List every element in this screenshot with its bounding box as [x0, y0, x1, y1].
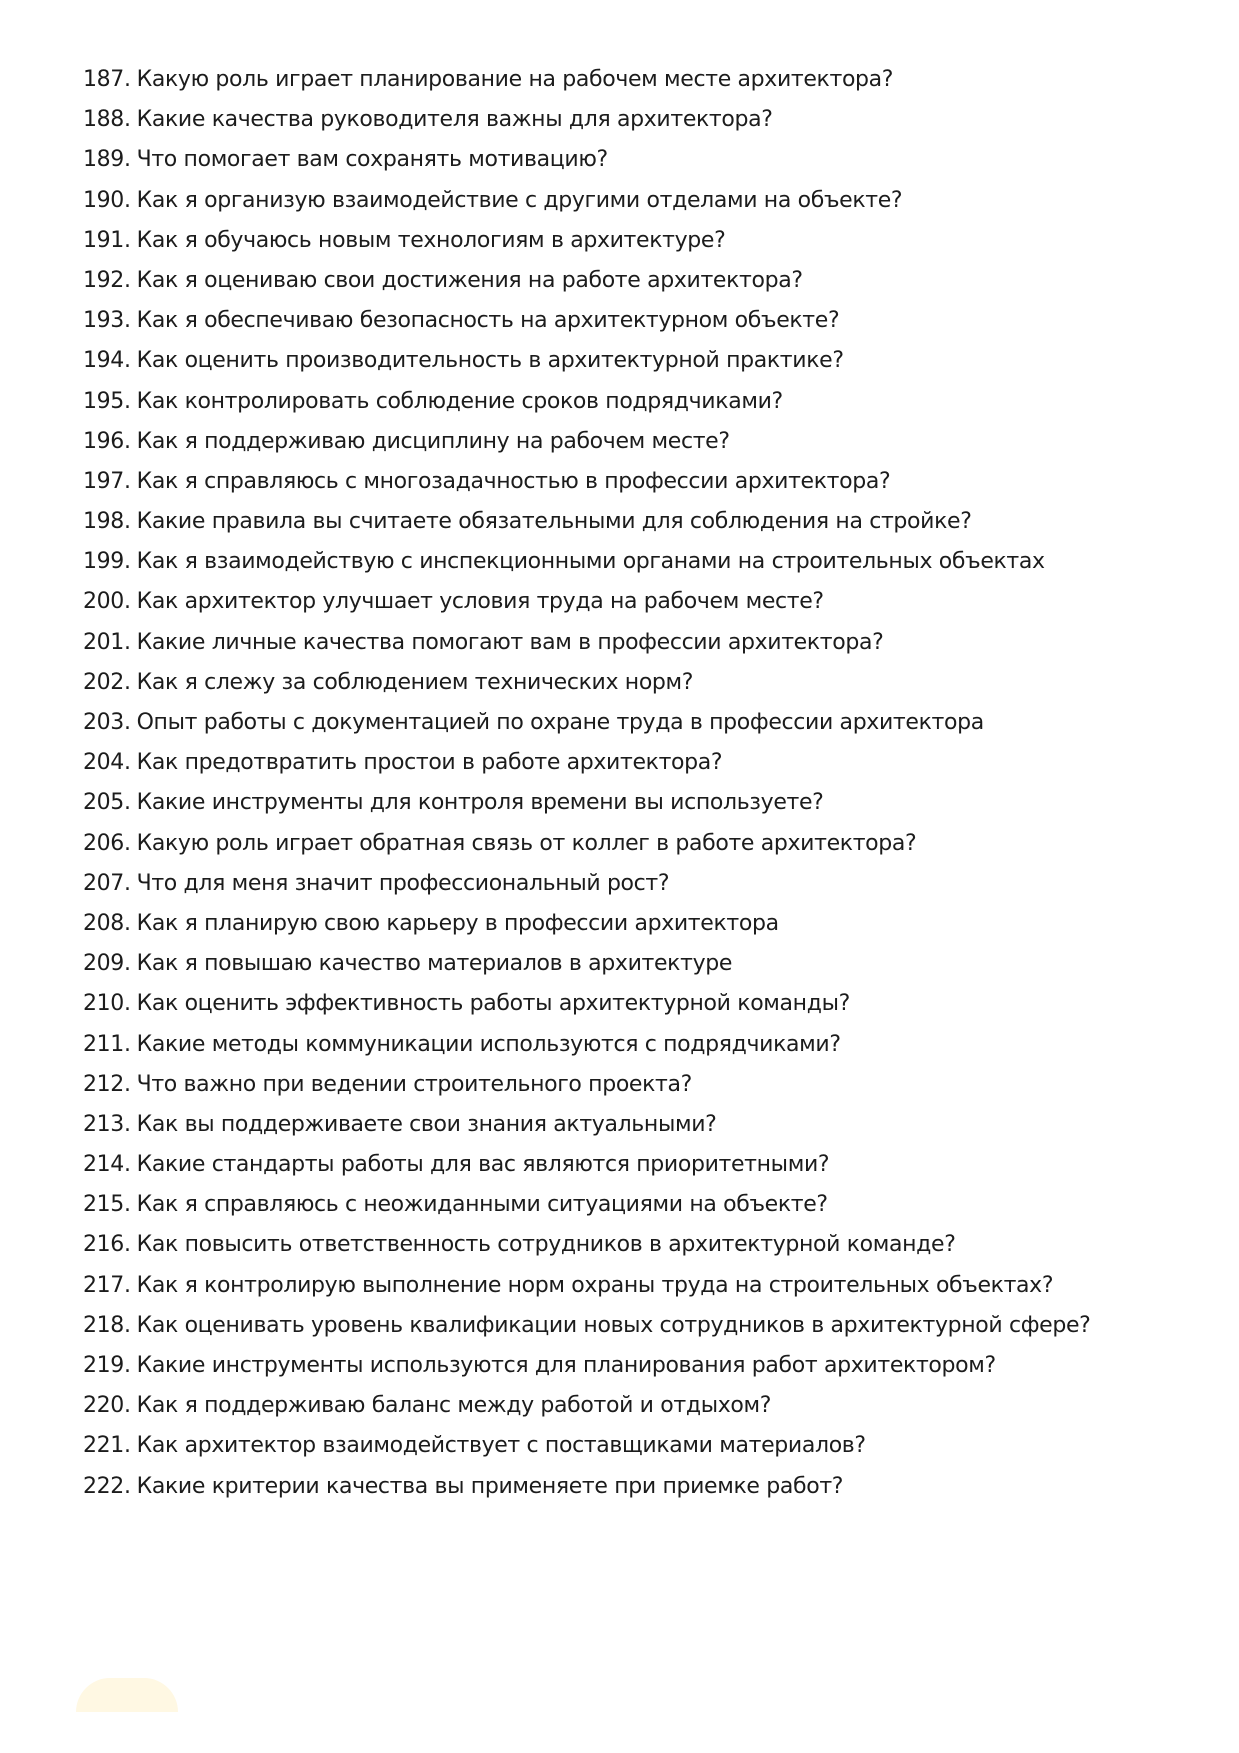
- question-text: Как я поддерживаю баланс между работой и отдыхом?: [136, 1393, 772, 1419]
- question-text: Какие качества руководителя важны для архитектора?: [136, 107, 773, 133]
- question-number: 196.: [83, 428, 131, 454]
- question-number: 187.: [83, 67, 131, 92]
- question-item: [83, 462, 1203, 502]
- question-item: [83, 904, 1203, 944]
- question-number: 209.: [83, 951, 131, 977]
- question-text: Как я обеспечиваю безопасность на архитектурном объекте?: [136, 308, 840, 334]
- question-number: 192.: [83, 267, 131, 293]
- question-item: [83, 1065, 1203, 1105]
- question-number: 220.: [83, 1393, 131, 1419]
- question-item: [83, 140, 1203, 180]
- question-text: Какие инструменты для контроля времени вы используете?: [136, 790, 824, 816]
- question-item: [83, 542, 1203, 582]
- question-text: Как я справляюсь с неожиданными ситуациями на объекте?: [136, 1192, 828, 1218]
- question-item: [83, 181, 1203, 221]
- question-number: 194.: [83, 348, 131, 374]
- question-item: [83, 1145, 1203, 1185]
- question-text: Как предотвратить простои в работе архитектора?: [136, 750, 723, 776]
- question-text: Какие критерии качества вы применяете при приемке работ?: [136, 1473, 844, 1499]
- question-text: Что для меня значит профессиональный рост?: [136, 870, 670, 896]
- question-item: [83, 422, 1203, 462]
- question-text: Как я планирую свою карьеру в профессии архитектора: [136, 910, 779, 936]
- question-number: 205.: [83, 790, 131, 816]
- question-item: [83, 341, 1203, 381]
- question-text: Как я поддерживаю дисциплину на рабочем месте?: [136, 428, 730, 454]
- question-item: [83, 582, 1203, 622]
- question-text: Как я контролирую выполнение норм охраны труда на строительных объектах?: [136, 1272, 1054, 1298]
- question-number: 207.: [83, 870, 131, 896]
- question-item: [83, 1386, 1203, 1426]
- question-item: [83, 1426, 1203, 1466]
- question-text: Как я слежу за соблюдением технических норм?: [136, 669, 694, 695]
- question-number: 211.: [83, 1031, 131, 1057]
- question-text: Как я оцениваю свои достижения на работе архитектора?: [136, 267, 803, 293]
- question-item: [83, 703, 1203, 743]
- question-text: Как оценивать уровень квалификации новых сотрудников в архитектурной сфере?: [136, 1312, 1091, 1338]
- question-item: [83, 944, 1203, 984]
- question-item: [83, 502, 1203, 542]
- question-text: Как я повышаю качество материалов в архитектуре: [136, 951, 733, 977]
- question-item: [83, 623, 1203, 663]
- question-list: [83, 60, 1203, 1507]
- question-item: [83, 1025, 1203, 1065]
- question-number: 202.: [83, 669, 131, 695]
- question-text: Какие стандарты работы для вас являются приоритетными?: [136, 1152, 830, 1178]
- question-number: 217.: [83, 1272, 131, 1298]
- question-text: Как архитектор улучшает условия труда на рабочем месте?: [136, 589, 824, 615]
- question-item: [83, 1467, 1203, 1507]
- question-item: [83, 301, 1203, 341]
- question-item: [83, 60, 1203, 100]
- question-text: Какие методы коммуникации используются с подрядчиками?: [136, 1031, 841, 1057]
- question-item: [83, 1346, 1203, 1386]
- question-number: 221.: [83, 1433, 131, 1459]
- question-text: Как оценить производительность в архитектурной практике?: [136, 348, 844, 374]
- question-text: Как я взаимодействую с инспекционными органами на строительных объектах: [136, 549, 1045, 575]
- question-text: Что помогает вам сохранять мотивацию?: [136, 147, 608, 173]
- question-item: [83, 1225, 1203, 1265]
- question-number: 215.: [83, 1192, 131, 1218]
- question-text: Как я справляюсь с многозадачностью в профессии архитектора?: [136, 468, 891, 494]
- question-text: Как архитектор взаимодействует с поставщиками материалов?: [136, 1433, 866, 1459]
- question-number: 191.: [83, 227, 131, 253]
- question-text: Какую роль играет обратная связь от коллег в работе архитектора?: [136, 830, 917, 856]
- question-number: 219.: [83, 1353, 131, 1378]
- question-number: 188.: [83, 107, 131, 133]
- question-item: [83, 743, 1203, 783]
- question-item: [83, 261, 1203, 301]
- question-number: 190.: [83, 187, 131, 213]
- question-item: [83, 864, 1203, 904]
- question-number: 210.: [83, 991, 131, 1017]
- question-text: Какие личные качества помогают вам в профессии архитектора?: [136, 629, 884, 655]
- question-item: [83, 663, 1203, 703]
- question-number: 216.: [83, 1232, 131, 1258]
- question-number: 198.: [83, 509, 131, 535]
- question-number: 212.: [83, 1071, 131, 1097]
- question-item: [83, 1266, 1203, 1306]
- question-text: Что важно при ведении строительного проекта?: [136, 1071, 692, 1097]
- question-number: 222.: [83, 1473, 131, 1499]
- question-number: 218.: [83, 1312, 131, 1338]
- question-number: 201.: [83, 629, 131, 655]
- question-item: [83, 1105, 1203, 1145]
- question-number: 213.: [83, 1111, 131, 1137]
- question-number: 199.: [83, 549, 131, 575]
- question-text: Какую роль играет планирование на рабочем месте архитектора?: [136, 67, 894, 92]
- question-text: Как вы поддерживаете свои знания актуальными?: [136, 1111, 717, 1137]
- question-number: 193.: [83, 308, 131, 334]
- question-number: 197.: [83, 468, 131, 494]
- question-item: [83, 100, 1203, 140]
- question-text: Какие правила вы считаете обязательными для соблюдения на стройке?: [136, 509, 972, 535]
- question-number: 204.: [83, 750, 131, 776]
- question-number: 189.: [83, 147, 131, 173]
- question-number: 203.: [83, 710, 131, 735]
- question-text: Какие инструменты используются для планирования работ архитектором?: [136, 1353, 996, 1378]
- question-text: Как я организую взаимодействие с другими отделами на объекте?: [136, 187, 903, 213]
- question-item: [83, 783, 1203, 823]
- question-number: 200.: [83, 589, 131, 615]
- question-item: [83, 221, 1203, 261]
- question-text: Как оценить эффективность работы архитектурной команды?: [136, 991, 850, 1017]
- question-number: 208.: [83, 910, 131, 936]
- question-item: [83, 1306, 1203, 1346]
- question-text: Как я обучаюсь новым технологиям в архитектуре?: [136, 227, 726, 253]
- question-number: 214.: [83, 1152, 131, 1178]
- question-text: Опыт работы с документацией по охране труда в профессии архитектора: [136, 710, 984, 735]
- question-number: 195.: [83, 388, 131, 414]
- corner-highlight-mark: [76, 1678, 178, 1712]
- question-item: [83, 1185, 1203, 1225]
- question-item: [83, 824, 1203, 864]
- question-item: [83, 984, 1203, 1024]
- question-item: [83, 382, 1203, 422]
- question-text: Как контролировать соблюдение сроков подрядчиками?: [136, 388, 783, 414]
- question-text: Как повысить ответственность сотрудников в архитектурной команде?: [136, 1232, 956, 1258]
- question-number: 206.: [83, 830, 131, 856]
